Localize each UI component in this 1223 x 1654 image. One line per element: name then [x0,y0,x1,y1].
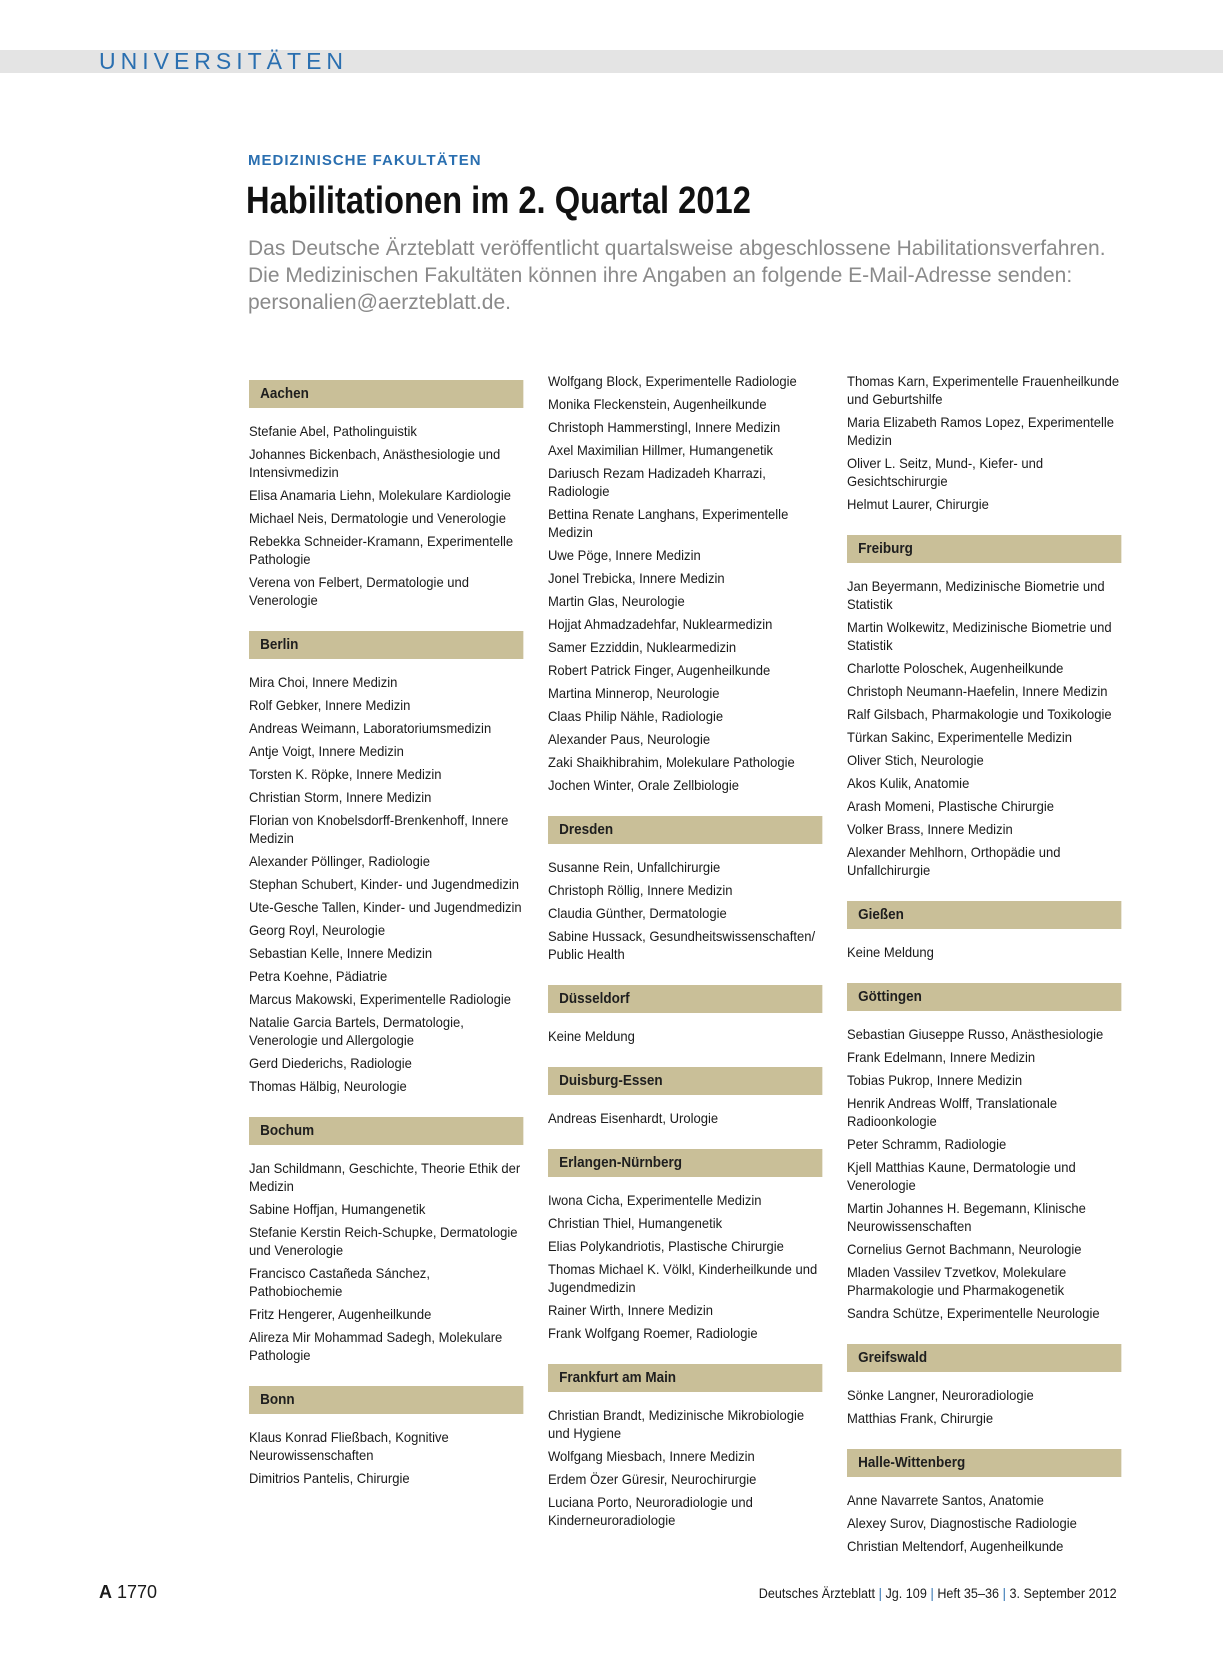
faculty-block [847,1344,1121,1427]
list-item: Cornelius Gernot Bachmann, Neurologie [847,1241,1082,1257]
list-item: Antje Voigt, Innere Medizin [249,743,404,759]
footer-separator: | [878,1585,883,1601]
list-item: Wolfgang Miesbach, Innere Medizin [548,1448,755,1464]
list-item: Maria Elizabeth Ramos Lopez, Experimentelle Medizin [847,414,1115,448]
faculty-header: Göttingen [847,983,1121,1011]
page-number [99,1582,157,1603]
list-item: Martin Wolkewitz, Medizinische Biometrie und Statistik [847,619,1112,653]
list-item: Monika Fleckenstein, Augenheilkunde [548,396,767,412]
faculty-block [548,816,822,963]
list-item: Erdem Özer Güresir, Neurochirurgie [548,1471,757,1487]
list-item: Alexander Pöllinger, Radiologie [249,853,430,869]
list-item: Francisco Castañeda Sánchez, Pathobiochemie [249,1265,430,1299]
list-item: Keine Meldung [847,944,934,960]
faculty-block [249,1117,523,1364]
journal-footer [759,1585,1117,1601]
list-item: Wolfgang Block, Experimentelle Radiologie [548,373,797,389]
list-item: Bettina Renate Langhans, Experimentelle Medizin [548,506,789,540]
list-item: Jochen Winter, Orale Zellbiologie [548,777,740,793]
faculty-header: Dresden [548,816,822,844]
column-2 [548,372,823,1534]
list-item: Türkan Sakinc, Experimentelle Medizin [847,729,1073,745]
faculty-header: Düsseldorf [548,985,822,1013]
list-item: Stefanie Kerstin Reich-Schupke, Dermatologie und Venerologie [249,1224,518,1258]
list-item: Jonel Trebicka, Innere Medizin [548,570,725,586]
list-item: Axel Maximilian Hillmer, Humangenetik [548,442,774,458]
faculty-block [847,1449,1121,1555]
list-item: Susanne Rein, Unfallchirurgie [548,859,721,875]
faculty-header: Bochum [249,1117,523,1145]
list-item: Andreas Eisenhardt, Urologie [548,1110,719,1126]
list-item: Kjell Matthias Kaune, Dermatologie und Venerologie [847,1159,1076,1193]
list-item: Sebastian Giuseppe Russo, Anästhesiologie [847,1026,1104,1042]
list-item: Dimitrios Pantelis, Chirurgie [249,1470,410,1486]
list-item: Hojjat Ahmadzadehfar, Nuklearmedizin [548,616,773,632]
list-item: Arash Momeni, Plastische Chirurgie [847,798,1054,814]
list-item: Florian von Knobelsdorff-Brenkenhoff, Innere Medizin [249,812,509,846]
list-item: Charlotte Poloschek, Augenheilkunde [847,660,1064,676]
list-item: Martina Minnerop, Neurologie [548,685,720,701]
list-item: Stephan Schubert, Kinder- und Jugendmedizin [249,876,519,892]
footer-separator: | [930,1585,935,1601]
list-item: Christian Storm, Innere Medizin [249,789,432,805]
list-item: Claas Philip Nähle, Radiologie [548,708,724,724]
faculty-block [847,535,1121,879]
faculty-block [548,985,822,1045]
list-item: Jan Schildmann, Geschichte, Theorie Ethik der Medizin [249,1160,521,1194]
list-item: Volker Brass, Innere Medizin [847,821,1013,837]
list-item: Johannes Bickenbach, Anästhesiologie und Intensivmedizin [249,446,501,480]
list-item: Helmut Laurer, Chirurgie [847,496,989,512]
list-item: Michael Neis, Dermatologie und Venerologie [249,510,506,526]
list-item: Frank Edelmann, Innere Medizin [847,1049,1036,1065]
list-item: Alireza Mir Mohammad Sadegh, Molekulare Pathologie [249,1329,503,1363]
column-3 [847,372,1122,1560]
faculty-header: Bonn [249,1386,523,1414]
list-item: Torsten K. Röpke, Innere Medizin [249,766,442,782]
faculty-block [847,983,1121,1322]
faculty-header: Frankfurt am Main [548,1364,822,1392]
list-item: Gerd Diederichs, Radiologie [249,1055,412,1071]
column-1 [249,380,524,1492]
faculty-block [548,1364,822,1529]
list-item: Georg Royl, Neurologie [249,922,386,938]
list-item: Sebastian Kelle, Innere Medizin [249,945,433,961]
list-item: Sabine Hoffjan, Humangenetik [249,1201,426,1217]
page-prefix: A [99,1582,112,1602]
list-item: Martin Johannes H. Begemann, Klinische Neurowissenschaften [847,1200,1086,1234]
list-item: Iwona Cicha, Experimentelle Medizin [548,1192,762,1208]
list-item: Marcus Makowski, Experimentelle Radiologie [249,991,511,1007]
list-item: Christian Meltendorf, Augenheilkunde [847,1538,1064,1554]
list-item: Ralf Gilsbach, Pharmakologie und Toxikologie [847,706,1112,722]
list-item: Peter Schramm, Radiologie [847,1136,1007,1152]
list-item: Mladen Vassilev Tzvetkov, Molekulare Pharmakologie und Pharmakogenetik [847,1264,1067,1298]
list-item: Luciana Porto, Neuroradiologie und Kinderneuroradiologie [548,1494,753,1528]
list-item: Mira Choi, Innere Medizin [249,674,398,690]
faculty-header: Freiburg [847,535,1121,563]
list-item: Christoph Neumann-Haefelin, Innere Medizin [847,683,1108,699]
list-item: Stefanie Abel, Patholinguistik [249,423,417,439]
list-item: Rolf Gebker, Innere Medizin [249,697,411,713]
list-item: Akos Kulik, Anatomie [847,775,970,791]
list-item: Natalie Garcia Bartels, Dermatologie, Venerologie und Allergologie [249,1014,464,1048]
faculty-header: Berlin [249,631,523,659]
journal-volume: Jg. 109 [885,1585,928,1601]
list-item: Verena von Felbert, Dermatologie und Venerologie [249,574,470,608]
article-intro: Das Deutsche Ärzteblatt veröffentlicht quartalsweise abgeschlossene Habilitationsverfahren. Die Medizinischen Fakultäten können ihre Angaben an folgende E-Mail-Adresse senden: personalien@aerzteblatt.de. [248,237,1106,314]
list-item: Claudia Günther, Dermatologie [548,905,727,921]
faculty-block [249,1386,523,1487]
list-item: Jan Beyermann, Medizinische Biometrie und Statistik [847,578,1105,612]
list-item: Martin Glas, Neurologie [548,593,685,609]
list-item: Thomas Michael K. Völkl, Kinderheilkunde und Jugendmedizin [548,1261,818,1295]
faculty-header: Aachen [249,380,523,408]
page-number-value: 1770 [117,1582,158,1602]
list-item: Alexander Mehlhorn, Orthopädie und Unfallchirurgie [847,844,1061,878]
list-item: Christian Thiel, Humangenetik [548,1215,723,1231]
footer-separator: | [1002,1585,1007,1601]
list-item: Sabine Hussack, Gesundheitswissenschaften/ Public Health [548,928,816,962]
list-item: Christoph Röllig, Innere Medizin [548,882,733,898]
list-item: Keine Meldung [548,1028,635,1044]
journal-issue: Heft 35–36 [937,1585,1000,1601]
list-item: Zaki Shaikhibrahim, Molekulare Pathologie [548,754,795,770]
list-item: Samer Ezziddin, Nuklearmedizin [548,639,737,655]
list-item: Rebekka Schneider-Kramann, Experimentelle Pathologie [249,533,514,567]
faculty-header: Gießen [847,901,1121,929]
list-item: Christoph Hammerstingl, Innere Medizin [548,419,781,435]
column-2-content [548,372,822,1529]
faculty-block [548,1149,822,1342]
list-item: Thomas Karn, Experimentelle Frauenheilkunde und Geburtshilfe [847,373,1120,407]
faculty-block [249,380,523,609]
faculty-header: Erlangen-Nürnberg [548,1149,822,1177]
faculty-block [847,901,1121,961]
list-item: Uwe Pöge, Innere Medizin [548,547,701,563]
list-item: Rainer Wirth, Innere Medizin [548,1302,713,1318]
list-item: Andreas Weimann, Laboratoriumsmedizin [249,720,492,736]
list-item: Dariusch Rezam Hadizadeh Kharrazi, Radiologie [548,465,766,499]
faculty-header: Halle-Wittenberg [847,1449,1121,1477]
list-item: Sandra Schütze, Experimentelle Neurologie [847,1305,1100,1321]
column-3-content [847,372,1121,1555]
faculty-header: Duisburg-Essen [548,1067,822,1095]
article-headline: Habilitationen im 2. Quartal 2012 [246,180,751,222]
list-item: Tobias Pukrop, Innere Medizin [847,1072,1023,1088]
list-item: Alexey Surov, Diagnostische Radiologie [847,1515,1077,1531]
list-item: Oliver L. Seitz, Mund-, Kiefer- und Gesichtschirurgie [847,455,1044,489]
list-item: Ute-Gesche Tallen, Kinder- und Jugendmedizin [249,899,522,915]
list-item: Sönke Langner, Neuroradiologie [847,1387,1034,1403]
faculty-block [249,631,523,1095]
list-item: Elias Polykandriotis, Plastische Chirurgie [548,1238,784,1254]
journal-date: 3. September 2012 [1009,1585,1117,1601]
list-item: Robert Patrick Finger, Augenheilkunde [548,662,771,678]
list-item: Oliver Stich, Neurologie [847,752,984,768]
section-label: UNIVERSITÄTEN [99,48,349,74]
journal-name: Deutsches Ärzteblatt [759,1585,876,1601]
faculty-block [548,1067,822,1127]
article-kicker: MEDIZINISCHE FAKULTÄTEN [248,152,482,169]
list-item: Matthias Frank, Chirurgie [847,1410,994,1426]
list-item: Christian Brandt, Medizinische Mikrobiologie und Hygiene [548,1407,805,1441]
list-item: Frank Wolfgang Roemer, Radiologie [548,1325,758,1341]
list-item: Henrik Andreas Wolff, Translationale Radioonkologie [847,1095,1058,1129]
list-item: Thomas Hälbig, Neurologie [249,1078,407,1094]
list-item: Klaus Konrad Fließbach, Kognitive Neurowissenschaften [249,1429,449,1463]
faculty-header: Greifswald [847,1344,1121,1372]
list-item: Elisa Anamaria Liehn, Molekulare Kardiologie [249,487,511,503]
list-item: Anne Navarrete Santos, Anatomie [847,1492,1044,1508]
list-item: Fritz Hengerer, Augenheilkunde [249,1306,432,1322]
list-item: Alexander Paus, Neurologie [548,731,711,747]
column-1-content [249,380,523,1487]
list-item: Petra Koehne, Pädiatrie [249,968,388,984]
